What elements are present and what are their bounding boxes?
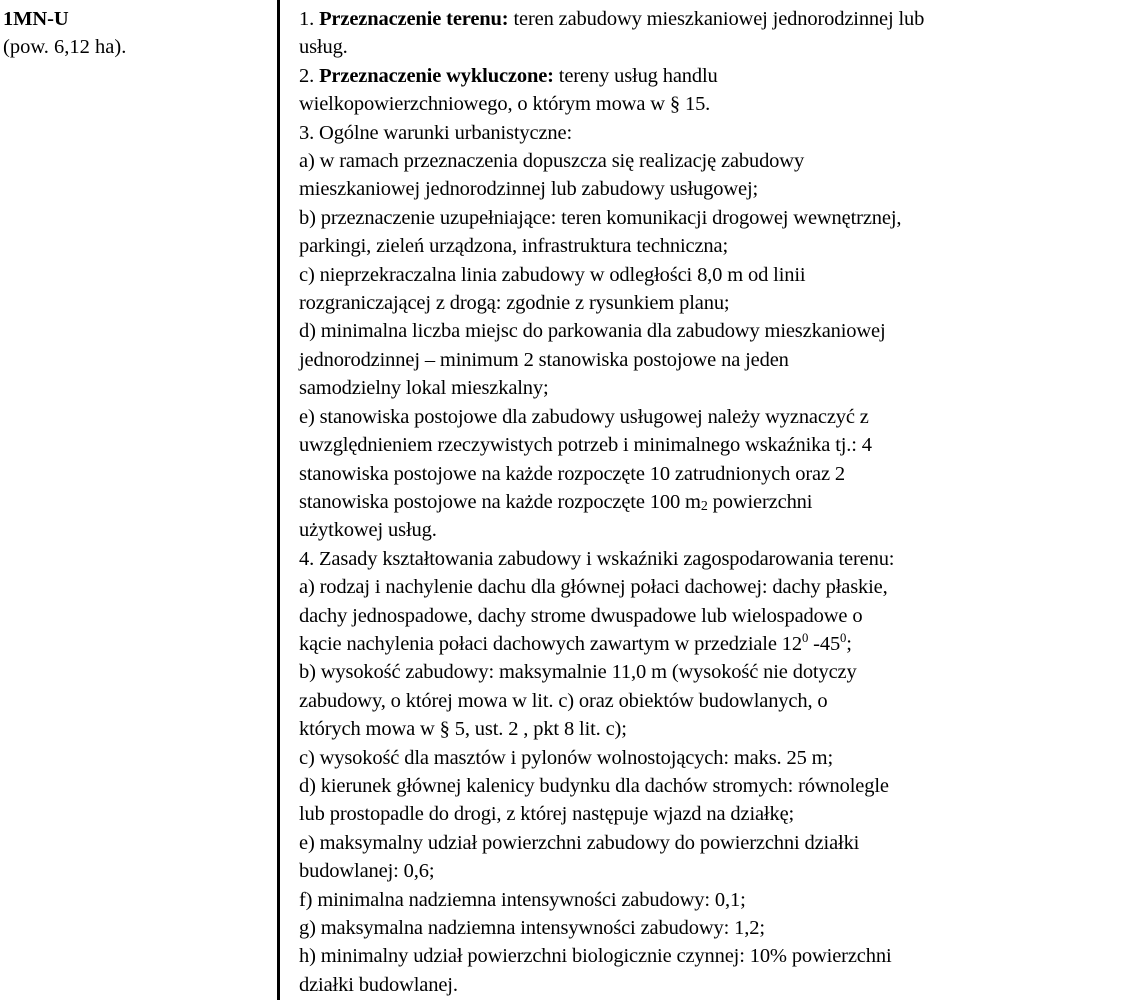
provision-text: zabudowy, o której mowa w lit. c) oraz obiektów budowlanych, o <box>299 689 828 712</box>
provision-line <box>299 147 1124 175</box>
provision-text: e) maksymalny udział powierzchni zabudowy do powierzchni działki <box>299 831 860 854</box>
provision-line <box>299 744 1124 772</box>
provision-text: budowlanej: 0,6; <box>299 860 435 883</box>
provision-line <box>299 942 1124 970</box>
provision-text: powierzchni <box>707 490 813 513</box>
provision-text: parkingi, zieleń urządzona, infrastruktura techniczna; <box>299 235 729 258</box>
provision-line <box>299 971 1124 999</box>
provision-line <box>299 886 1124 914</box>
provision-text: a) rodzaj i nachylenie dachu dla głównej połaci dachowej: dachy płaskie, <box>299 576 888 599</box>
provision-number: 1. <box>299 8 320 30</box>
provision-line <box>299 715 1124 743</box>
provision-line <box>299 488 1124 516</box>
square-unit-subscript: 2 <box>700 498 708 514</box>
provision-line <box>299 687 1124 715</box>
provision-line <box>299 175 1124 203</box>
provision-text: mieszkaniowej jednorodzinnej lub zabudowy usługowej; <box>299 178 759 201</box>
provision-text: kącie nachylenia połaci dachowych zawartym w przedziale 12 <box>299 632 802 655</box>
provision-text: b) przeznaczenie uzupełniające: teren komunikacji drogowej wewnętrznej, <box>299 206 902 229</box>
zone-provisions-cell <box>280 0 1134 999</box>
provision-term: Przeznaczenie wykluczone: <box>319 64 554 87</box>
provision-line <box>299 62 1124 90</box>
provision-line <box>299 914 1124 942</box>
degree-superscript: 0 <box>801 631 809 646</box>
provision-text: rozgraniczającej z drogą: zgodnie z rysunkiem planu; <box>299 292 730 315</box>
provision-line <box>299 460 1124 488</box>
provision-text: d) kierunek głównej kalenicy budynku dla dachów stromych: równolegle <box>299 774 889 797</box>
provision-line <box>299 403 1124 431</box>
provision-line <box>299 119 1124 147</box>
provision-line <box>299 630 1124 658</box>
provision-line <box>299 800 1124 828</box>
provision-text: e) stanowiska postojowe dla zabudowy usługowej należy wyznaczyć z <box>299 405 869 428</box>
provision-text: samodzielny lokal mieszkalny; <box>299 377 549 400</box>
provision-text: stanowiska postojowe na każde rozpoczęte 10 zatrudnionych oraz 2 <box>299 462 845 485</box>
provision-text: 3. Ogólne warunki urbanistyczne: <box>299 121 573 144</box>
provision-line <box>299 374 1124 402</box>
provision-line <box>299 232 1124 260</box>
provision-line <box>299 5 1124 33</box>
provision-line <box>299 33 1124 61</box>
provision-text: użytkowej usług. <box>299 519 437 542</box>
provision-text: działki budowlanej. <box>299 973 458 996</box>
provision-line <box>299 658 1124 686</box>
provision-line <box>299 602 1124 630</box>
zone-code-label: 1MN-U <box>3 8 69 30</box>
provision-line <box>299 289 1124 317</box>
provision-line <box>299 545 1124 573</box>
provision-line <box>299 346 1124 374</box>
provision-text: dachy jednospadowe, dachy strome dwuspadowe lub wielospadowe o <box>299 604 863 627</box>
provision-text: lub prostopadle do drogi, z której następuje wjazd na działkę; <box>299 803 795 826</box>
provision-line <box>299 261 1124 289</box>
provision-line <box>299 431 1124 459</box>
zone-designation-cell <box>0 0 277 62</box>
provision-text: f) minimalna nadziemna intensywności zabudowy: 0,1; <box>299 888 746 911</box>
provision-line <box>299 829 1124 857</box>
provision-text: ; <box>846 632 852 655</box>
provision-text: wielkopowierzchniowego, o którym mowa w § 15. <box>299 93 711 116</box>
provision-text: b) wysokość zabudowy: maksymalnie 11,0 m (wysokość nie dotyczy <box>299 661 857 684</box>
provision-line <box>299 857 1124 885</box>
provision-text: teren zabudowy mieszkaniowej jednorodzinnej lub <box>508 8 925 30</box>
provision-line <box>299 573 1124 601</box>
degree-superscript: 0 <box>840 631 847 646</box>
provision-line <box>299 90 1124 118</box>
provision-term: Przeznaczenie terenu: <box>319 8 509 30</box>
provision-text: a) w ramach przeznaczenia dopuszcza się realizację zabudowy <box>299 150 805 173</box>
provision-line <box>299 516 1124 544</box>
provision-line <box>299 772 1124 800</box>
provision-text: d) minimalna liczba miejsc do parkowania dla zabudowy mieszkaniowej <box>299 320 886 343</box>
provision-text: h) minimalny udział powierzchni biologicznie czynnej: 10% powierzchni <box>299 945 892 968</box>
zone-area-label: (pow. 6,12 ha). <box>3 36 127 59</box>
provision-text: -45 <box>808 632 841 655</box>
provision-number: 2. <box>299 64 320 87</box>
provision-text: uwzględnieniem rzeczywistych potrzeb i minimalnego wskaźnika tj.: 4 <box>299 434 872 457</box>
provision-text: g) maksymalna nadziemna intensywności zabudowy: 1,2; <box>299 917 765 939</box>
provision-text: tereny usług handlu <box>553 64 718 87</box>
provision-text: c) wysokość dla masztów i pylonów wolnostojących: maks. 25 m; <box>299 746 834 769</box>
provision-text: których mowa w § 5, ust. 2 , pkt 8 lit. c); <box>299 718 627 741</box>
provision-text: stanowiska postojowe na każde rozpoczęte 100 m <box>299 490 701 513</box>
provision-text: 4. Zasady kształtowania zabudowy i wskaźniki zagospodarowania terenu: <box>299 547 895 570</box>
provision-text: jednorodzinnej – minimum 2 stanowiska postojowe na jeden <box>299 348 789 371</box>
provision-line <box>299 317 1124 345</box>
provision-text: usług. <box>299 36 348 59</box>
provision-text: c) nieprzekraczalna linia zabudowy w odległości 8,0 m od linii <box>299 263 806 286</box>
provision-line <box>299 204 1124 232</box>
